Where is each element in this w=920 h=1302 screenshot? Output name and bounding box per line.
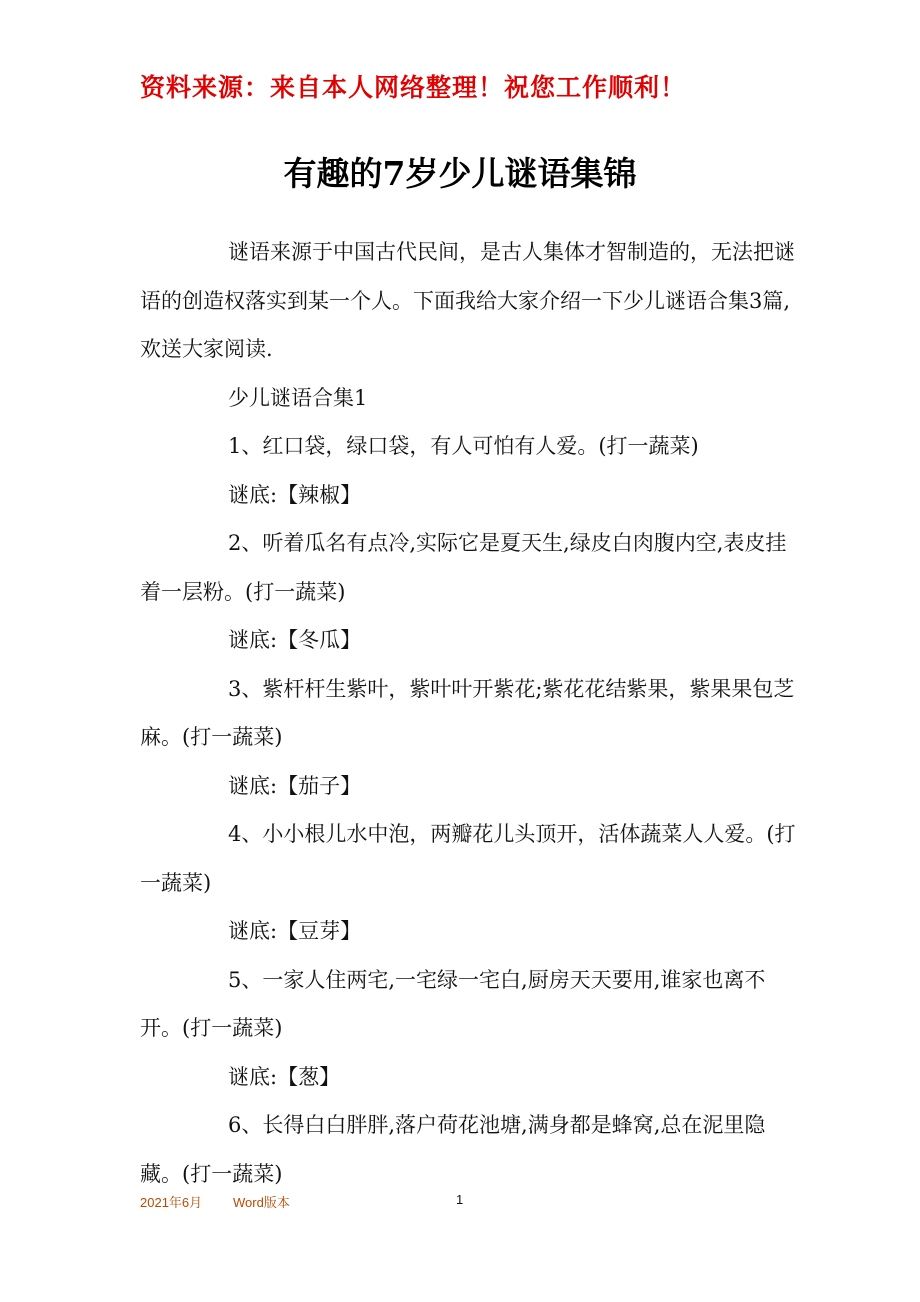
footer-version: Word版本 bbox=[233, 1195, 290, 1210]
document-body bbox=[140, 228, 802, 1198]
riddle-5: 5、一家人住两宅,一宅绿一宅白,厨房天天要用,谁家也离不开。(打一蔬菜) bbox=[140, 967, 766, 1040]
riddle-6: 6、长得白白胖胖,落户荷花池塘,满身都是蜂窝,总在泥里隐藏。(打一蔬菜) bbox=[140, 1113, 766, 1186]
answer-5: 谜底:【葱】 bbox=[228, 1064, 341, 1089]
riddle-3: 3、紫杆杆生紫叶，紫叶叶开紫花;紫花花结紫果，紫果果包芝麻。(打一蔬菜) bbox=[140, 676, 795, 749]
riddle-4: 4、小小根儿水中泡，两瓣花儿头顶开，活体蔬菜人人爱。(打一蔬菜) bbox=[140, 822, 796, 895]
answer-2: 谜底:【冬瓜】 bbox=[228, 628, 362, 652]
riddle-2: 2、听着瓜名有点冷,实际它是夏天生,绿皮白肉腹内空,表皮挂着一层粉。(打一蔬菜) bbox=[140, 531, 787, 604]
footer-date: 2021年6月 bbox=[140, 1195, 203, 1210]
source-note: 资料来源：来自本人网络整理！祝您工作顺利！ bbox=[140, 73, 687, 102]
page-number: 1 bbox=[456, 1192, 464, 1207]
section-heading: 少儿谜语合集1 bbox=[228, 385, 368, 410]
answer-4: 谜底:【豆芽】 bbox=[228, 919, 362, 943]
intro-paragraph: 谜语来源于中国古代民间，是古人集体才智制造的，无法把谜语的创造权落实到某一个人。下面我给大家介绍一下少儿谜语合集3篇,欢送大家阅读. bbox=[140, 240, 795, 361]
riddle-1: 1、红口袋，绿口袋，有人可怕有人爱。(打一蔬菜) bbox=[228, 434, 699, 458]
page-title: 有趣的7岁少儿谜语集锦 bbox=[283, 154, 637, 193]
answer-3: 谜底:【茄子】 bbox=[228, 773, 362, 798]
answer-1: 谜底:【辣椒】 bbox=[228, 482, 362, 507]
